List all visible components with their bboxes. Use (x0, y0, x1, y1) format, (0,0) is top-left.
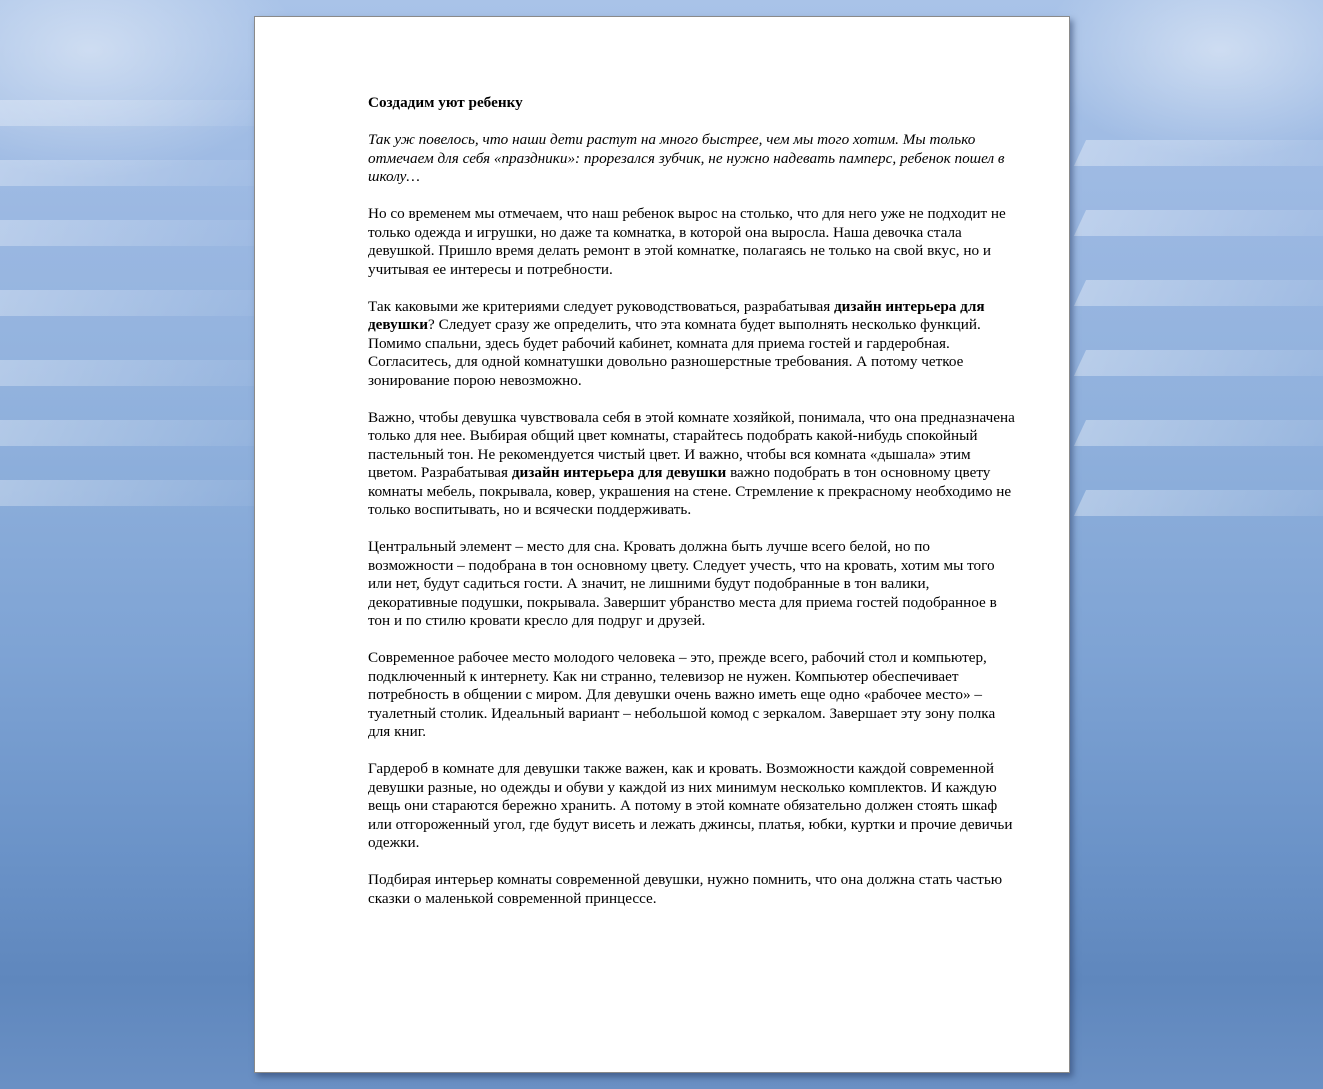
backdrop-streak (0, 100, 266, 126)
body-paragraph-1: Но со временем мы отмечаем, что наш ребенок вырос на столько, что для него уже не подходит не только одежда и игрушки, но даже та комнатка, в которой она выросла. Наша девочка стала девушкой. Пришло время делать ремонт в этой комнатке, полагаясь не только на свой вкус, но и учитывая ее интересы и потребности. (368, 205, 1006, 278)
backdrop-streak (0, 160, 266, 186)
backdrop-streak (0, 290, 266, 316)
body-paragraph-7: Подбирая интерьер комнаты современной девушки, нужно помнить, что она должна стать частью сказки о маленькой современной принцессе. (368, 871, 1003, 907)
backdrop-streak (0, 480, 266, 506)
backdrop-streak (1074, 140, 1323, 166)
body-paragraph-5: Современное рабочее место молодого человека – это, прежде всего, рабочий стол и компьютер, подключенный к интернету. Как ни странно, телевизор не нужен. Компьютер обеспечивает потребность в общении с миром. Для девушки очень важно иметь еще одно «рабочее место» – туалетный столик. Идеальный вариант – небольшой комод с зеркалом. Завершает эту зону полка для книг. (368, 649, 996, 740)
backdrop-streak (1074, 280, 1323, 306)
backdrop-streak (1074, 420, 1323, 446)
backdrop-streak (1074, 350, 1323, 376)
body-paragraph-4: Центральный элемент – место для сна. Кровать должна быть лучше всего белой, но по возможности – подобрана в тон основному цвету. Следует учесть, что на кровать, хотим мы того или нет, будут садиться гости. А значит, не лишними будут подобранные в тон валики, декоративные подушки, покрывала. Завершит убранство места для приема гостей подобранное в тон и по стилю кровати кресло для подруг и друзей. (368, 538, 997, 629)
page-content[interactable] (368, 94, 1016, 927)
backdrop-streak (0, 220, 266, 246)
backdrop-streak (0, 360, 266, 386)
paragraph-text: Важно, чтобы девушка чувствовала себя в этой комнате хозяйкой, понимала, что она предназначена только для нее. Выбирая общий цвет комнаты, старайтесь подобрать какой-нибудь спокойный пастельный тон. Не рекомендуется чистый цвет. И важно, чтобы вся комната «дышала» этим цветом. Разрабатывая (368, 408, 1015, 481)
backdrop-glow (1040, 0, 1323, 160)
body-paragraph-3 (368, 409, 1016, 520)
backdrop-streak (1074, 490, 1323, 516)
backdrop-streak (1074, 210, 1323, 236)
backdrop-streak (0, 420, 266, 446)
paragraph-text: Так каковыми же критериями следует руководствоваться, разрабатывая (368, 297, 834, 315)
paragraph-text: важно подобрать в тон основному цвету комнаты мебель, покрывала, ковер, украшения на стене. Стремление к прекрасному необходимо не только воспитывать, но и всячески поддерживать. (368, 464, 1012, 518)
intro-paragraph: Так уж повелось, что наши дети растут на много быстрее, чем мы того хотим. Мы только отмечаем для себя «праздники»: прорезался зубчик, не нужно надевать памперс, ребенок пошел в школу… (368, 131, 1005, 185)
document-page[interactable] (254, 16, 1070, 1073)
keyword-bold: дизайн интерьера для девушки (511, 464, 727, 481)
paragraph-text: ? Следует сразу же определить, что эта комната будет выполнять несколько функций. Помимо спальни, здесь будет рабочий кабинет, комната для приема гостей и гардеробная. Согласитесь, для одной комнатушки довольно разношерстные требования. А потому четкое зонирование порою невозможно. (368, 316, 981, 389)
body-paragraph-2 (368, 298, 1016, 391)
page-title: Создадим уют ребенку (368, 94, 523, 111)
keyword-bold: дизайн интерьера для девушки (368, 297, 985, 333)
body-paragraph-6: Гардероб в комнате для девушки также важен, как и кровать. Возможности каждой современной девушки разные, но одежды и обуви у каждой из них минимум несколько комплектов. И каждую вещь они стараются бережно хранить. А потому в этой комнате обязательно должен стоять шкаф или отгороженный угол, где будут висеть и лежать джинсы, платья, юбки, куртки и прочие девичьи одежки. (368, 760, 1013, 851)
